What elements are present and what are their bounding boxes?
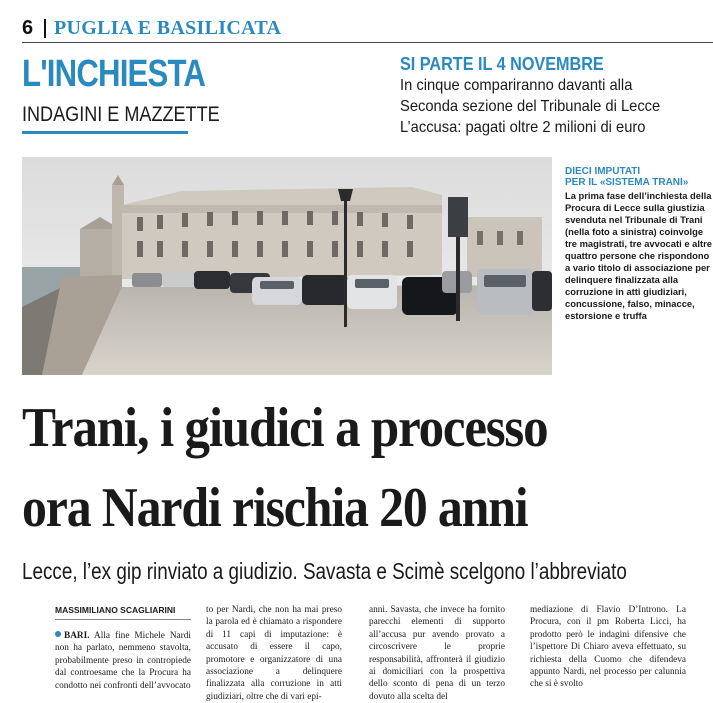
caption-title-1: DIECI IMPUTATI: [565, 166, 641, 177]
kicker-title: SI PARTE IL 4 NOVEMBRE: [400, 54, 604, 74]
headline-line-2: ora Nardi rischia 20 anni: [22, 477, 528, 539]
column-2-body: to per Nardi, che non ha mai preso la parola ed è chiamato a rispondere di 11 capi di imputazione: è accusato di essere il capo, promotore e organizzatore di una associazione a delinquere finalizzata alla corruzione in atti giudiziari, oltre che di vari epi-: [206, 605, 342, 702]
page-number: 6: [22, 17, 34, 39]
street-photo-icon: [22, 157, 552, 375]
page-header: [22, 16, 713, 40]
kicker-line-2: Seconda sezione del Tribunale di Lecce: [400, 98, 661, 115]
caption-title-2: PER IL «SISTEMA TRANI»: [565, 177, 689, 188]
article-photo: [22, 157, 552, 375]
dateline: BARI.: [64, 631, 90, 641]
rubric-title: L'INCHIESTA: [22, 53, 206, 95]
rubric-underline: [22, 131, 188, 134]
article-column-3: [369, 604, 505, 703]
bullet-icon: [55, 631, 61, 637]
article-column-1: [55, 604, 191, 692]
header-rule: [22, 42, 713, 43]
section-name: PUGLIA E BASILICATA: [54, 17, 282, 39]
caption-body: La prima fase dell’inchiesta della Procura di Lecce sulla giustizia svenduta nel Tribunale di Trani (nella foto a sinistra) coinvolge tre magistrati, tre avvocati e altre quattro persone che rispondono a vario titolo di associazione per delinquere finalizzata alla corruzione in atti giudiziari, concussione, falso, minacce, estorsione e truffa: [565, 190, 712, 321]
column-1-body: Alla fine Michele Nardi non ha parlato, nemmeno stavolta, probabilmente preso in contropiede dal controesame che la Procura ha condotto nei confronti dell’avvocato: [55, 631, 192, 691]
header-divider: [44, 19, 46, 38]
subheadline: Lecce, l’ex gip rinviato a giudizio. Savasta e Scimè scelgono l’abbreviato: [22, 558, 627, 584]
kicker-line-1: In cinque compariranno davanti alla: [400, 77, 633, 94]
article-column-4: [530, 604, 686, 691]
byline: MASSIMILIANO SCAGLIARINI: [55, 604, 191, 620]
column-3-body: anni. Savasta, che invece ha fornito parecchi elementi di supporto all’accusa pur avendo provato a circoscrivere le proprie responsabilità, affronterà il giudizio ai domiciliari con la prospettiva dello sconto di pena di un terzo dovuto alla scelta del: [369, 605, 505, 702]
rubric-subtitle: INDAGINI E MAZZETTE: [22, 103, 220, 126]
column-1-text: [55, 630, 191, 692]
kicker-line-3: L’accusa: pagati oltre 2 milioni di euro: [400, 119, 646, 136]
article-column-2: [206, 604, 342, 703]
column-4-body: mediazione di Flavio D’Introno. La Procura, con il pm Roberta Licci, ha prodotto però le indagini difensive che l’ispettore Di Chiaro aveva effettuato, su richiesta della Cuomo che difendeva appunto Nardi, nel processo per calunnia che si è svolto: [530, 605, 686, 690]
headline-line-1: Trani, i giudici a processo: [22, 397, 548, 459]
